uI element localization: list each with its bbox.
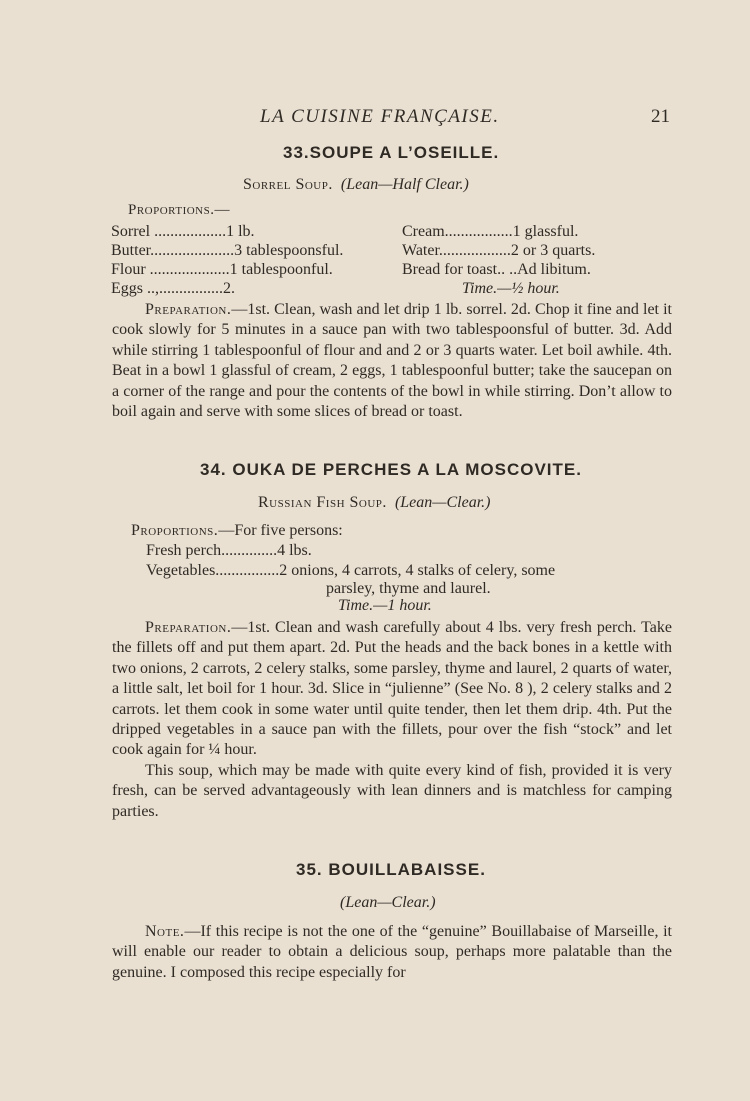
page-number: 21 xyxy=(651,106,670,127)
ingredient-line: Sorrel ..................1 lb. xyxy=(111,223,255,240)
ingredient-line: Eggs ..,................2. xyxy=(111,280,235,297)
recipe-33-subtitle-name: Sorrel Soup. xyxy=(243,176,333,193)
note-label: Note. xyxy=(145,923,185,940)
preparation-text: —1st. Clean, wash and let drip 1 lb. sorrel. 2d. Chop it fine and let it cook slowly for 5 minutes in a sauce pan with two tablespoonsful of butter. 3d. Add while stirring 1 tablespoonful of flour and and 2 or 3 quarts water. Let boil awhile. 4th. Beat in a bowl 1 glassful of cream, 2 eggs, 1 tablespoonful butter; take the saucepan on a corner of the range and pour the contents of the bowl in while stirring. Don’t allow to boil again and serve with some slices of bread or toast. xyxy=(112,301,672,421)
ingredient-line: parsley, thyme and laurel. xyxy=(326,580,491,597)
recipe-34-preparation xyxy=(112,618,672,822)
preparation-label: Preparation. xyxy=(145,619,232,636)
ingredient-line: Cream.................1 glassful. xyxy=(402,223,579,240)
recipe-33-subtitle-type: (Lean—Half Clear.) xyxy=(340,176,469,193)
note-text: —If this recipe is not the one of the “genuine” Bouillabaise of Marseille, it will enable our reader to obtain a delicious soup, perhaps more palatable than the genuine. I composed this recipe especially for xyxy=(112,923,672,981)
preparation-label: Preparation. xyxy=(145,301,232,318)
recipe-35-note xyxy=(112,922,672,983)
proportions-label: Proportions. xyxy=(131,522,219,539)
recipe-35-heading: 35. BOUILLABAISSE. xyxy=(296,860,486,879)
ingredient-line: Flour ....................1 tablespoonful. xyxy=(111,261,333,278)
recipe-34-subtitle-name: Russian Fish Soup. xyxy=(258,494,387,511)
recipe-33-subtitle xyxy=(243,176,469,194)
recipe-33-time: Time.—½ hour. xyxy=(462,280,560,297)
recipe-35-subtitle: (Lean—Clear.) xyxy=(340,894,436,911)
proportions-text: —For five persons: xyxy=(218,522,343,539)
recipe-34-heading: 34. OUKA DE PERCHES A LA MOSCOVITE. xyxy=(200,460,582,479)
ingredient-line: Fresh perch..............4 lbs. xyxy=(146,542,312,559)
recipe-34-note: This soup, which may be made with quite every kind of fish, provided it is very fresh, can be served advantageously with lean dinners and is matchless for camping parties. xyxy=(112,761,672,820)
recipe-33-preparation xyxy=(112,300,672,422)
recipe-33-proportions-label: Proportions.— xyxy=(128,202,230,218)
preparation-text: —1st. Clean and wash carefully about 4 lbs. very fresh perch. Take the fillets off and put them apart. 2d. Put the heads and the back bones in a kettle with two onions, 2 carrots, 2 celery stalks, some parsley, thyme and laurel, 2 quarts of water, a little salt, let boil for 1 hour. 3d. Slice in “julienne” (See No. 8 ), 2 celery stalks and 2 carrots. let them cook in some water until quite tender, then let them drip. 4th. Put the dripped vegetables in a sauce pan with the fillets, pour over the fish “stock” and let cook again for ¼ hour. xyxy=(112,619,672,759)
recipe-33-heading: 33.SOUPE A L’OSEILLE. xyxy=(283,143,500,162)
ingredient-line: Butter.....................3 tablespoonsful. xyxy=(111,242,344,259)
recipe-34-time: Time.—1 hour. xyxy=(338,597,432,614)
ingredient-line: Water..................2 or 3 quarts. xyxy=(402,242,596,259)
ingredient-line: Bread for toast.. ..Ad libitum. xyxy=(402,261,591,278)
recipe-34-proportions xyxy=(131,522,343,540)
recipe-34-subtitle-type: (Lean—Clear.) xyxy=(394,494,491,511)
running-header xyxy=(110,106,670,134)
book-title: LA CUISINE FRANÇAISE. xyxy=(260,106,500,127)
recipe-34-subtitle xyxy=(258,494,491,512)
ingredient-line: Vegetables................2 onions, 4 carrots, 4 stalks of celery, some xyxy=(146,562,556,579)
